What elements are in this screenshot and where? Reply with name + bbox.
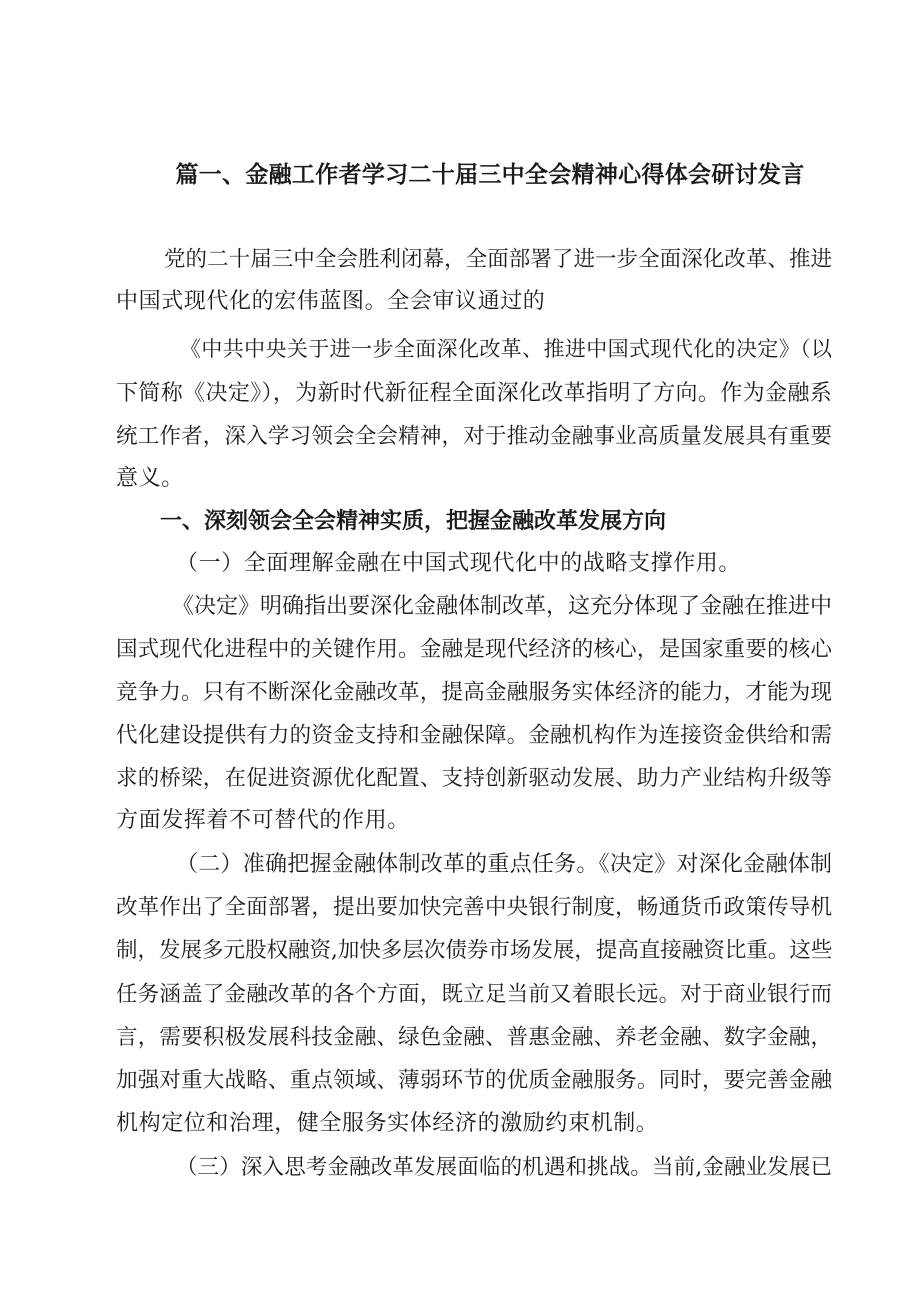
paragraph-line: 代化建设提供有力的资金支持和金融保障。金融机构作为连接资金供给和需 [116, 723, 832, 748]
paragraph-line: 加强对重大战略、重点领域、薄弱环节的优质金融服务。同时，要完善金融 [116, 1068, 832, 1093]
paragraph-line: 竞争力。只有不断深化金融改革，提高金融服务实体经济的能力，才能为现 [116, 680, 832, 705]
paragraph-line: 机构定位和治理，健全服务实体经济的激励约束机制。 [116, 1111, 659, 1136]
intro-line: 意义。 [116, 466, 184, 491]
paragraph-line: 言，需要积极发展科技金融、绿色金融、普惠金融、养老金融、数字金融， [116, 1025, 832, 1050]
intro-line: 《中共中央关于进一步全面深化改革、推进中国式现代化的决定》（以 [180, 337, 832, 361]
paragraph-line: （三）深入思考金融改革发展面临的机遇和挑战。当前,金融业发展已 [176, 1155, 832, 1180]
intro-line: 党的二十届三中全会胜利闭幕，全面部署了进一步全面深化改革、推进 [164, 247, 832, 272]
section-heading: 一、深刻领会全会精神实质，把握金融改革发展方向 [160, 509, 667, 534]
paragraph-line: （二）准确把握金融体制改革的重点任务。《决定》对深化金融体制 [176, 852, 832, 877]
paragraph-line: 制，发展多元股权融资,加快多层次债券市场发展，提高直接融资比重。这些 [116, 938, 832, 963]
paragraph-line: 国式现代化进程中的关键作用。金融是现代经济的核心，是国家重要的核心 [116, 637, 832, 662]
paragraph-line: 《决定》明确指出要深化金融体制改革，这充分体现了金融在推进中 [172, 594, 832, 619]
intro-line: 统工作者，深入学习领会全会精神，对于推动金融事业高质量发展具有重要 [116, 424, 832, 449]
intro-line: 中国式现代化的宏伟蓝图。全会审议通过的 [116, 289, 546, 314]
paragraph-line: 任务涵盖了金融改革的各个方面，既立足当前又着眼长远。对于商业银行而 [116, 982, 832, 1007]
subsection-title: （一）全面理解金融在中国式现代化中的战略支撑作用。 [176, 551, 742, 576]
paragraph-line: 求的桥梁，在促进资源优化配置、支持创新驱动发展、助力产业结构升级等 [116, 766, 832, 791]
document-title: 篇一、金融工作者学习二十届三中全会精神心得体会研讨发言 [175, 162, 805, 188]
intro-line: 下简称《决定》），为新时代新征程全面深化改革指明了方向。作为金融系 [116, 381, 832, 406]
paragraph-line: 方面发挥着不可替代的作用。 [116, 808, 410, 833]
paragraph-line: 改革作出了全面部署，提出要加快完善中央银行制度，畅通货币政策传导机 [116, 895, 832, 920]
